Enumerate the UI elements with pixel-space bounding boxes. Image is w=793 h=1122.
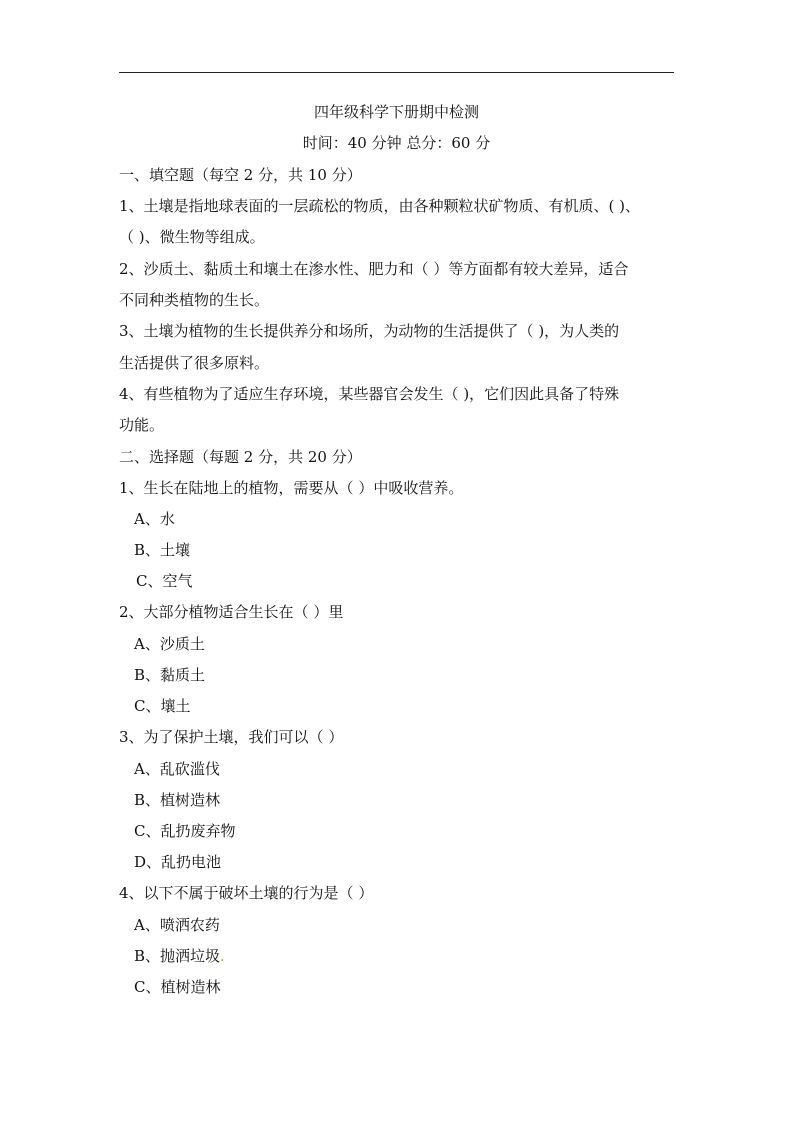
choice-q1-option-b: B、土壤 [134,541,191,559]
choice-q4-option-c: C、植树造林 [134,978,221,996]
choice-q3-option-c: C、乱扔废弃物 [134,822,236,840]
fill-q3-line1: 3、土壤为植物的生长提供养分和场所，为动物的生活提供了（ )，为人类的 [119,322,620,340]
choice-q4: 4、以下不属于破坏土壤的行为是（ ） [119,884,374,902]
fill-q4-line2: 功能。 [119,416,165,434]
header-rule [119,72,674,73]
choice-q2-option-b: B、黏质土 [134,666,206,684]
choice-q3: 3、为了保护土壤，我们可以（ ） [119,728,344,746]
choice-q3-option-d: D、乱扔电池 [134,853,222,871]
fill-q2-line2: 不同种类植物的生长。 [119,291,270,309]
section-1-heading: 一、填空题（每空 2 分，共 10 分） [119,166,362,184]
fill-q3-line2: 生活提供了很多原料。 [119,354,270,372]
choice-q1-option-c: C、空气 [136,572,193,590]
choice-q3-option-a: A、乱砍滥伐 [134,760,220,778]
fill-q1-line2: （ )、微生物等组成。 [119,228,265,246]
section-2-heading: 二、选择题（每题 2 分，共 20 分） [119,448,362,466]
fill-q1-line1: 1、土壤是指地球表面的一层疏松的物质，由各种颗粒状矿物质、有机质、( )、 [119,197,641,215]
choice-q4-option-b-text: B、抛洒垃圾 [134,947,221,965]
choice-q3-option-b: B、植树造林 [134,791,221,809]
fill-q2-line1: 2、沙质土、黏质土和壤土在渗水性、肥力和（ ）等方面都有较大差异，适合 [119,260,629,278]
choice-q4-option-b [134,946,225,966]
exam-title: 四年级科学下册期中检测 [313,103,479,121]
choice-q2-option-a: A、沙质土 [134,635,205,653]
choice-q4-option-b-mark: . [220,947,225,965]
exam-info: 时间：40 分钟 总分：60 分 [302,134,491,152]
choice-q1-option-a: A、水 [134,510,175,528]
choice-q2: 2、大部分植物适合生长在（ ）里 [119,603,344,621]
choice-q4-option-a: A、喷洒农药 [134,916,220,934]
fill-q4-line1: 4、有些植物为了适应生存环境，某些器官会发生（ )，它们因此具备了特殊 [119,385,620,403]
choice-q1: 1、生长在陆地上的植物，需要从（ ）中吸收营养。 [119,479,464,497]
choice-q2-option-c: C、壤土 [134,697,191,715]
